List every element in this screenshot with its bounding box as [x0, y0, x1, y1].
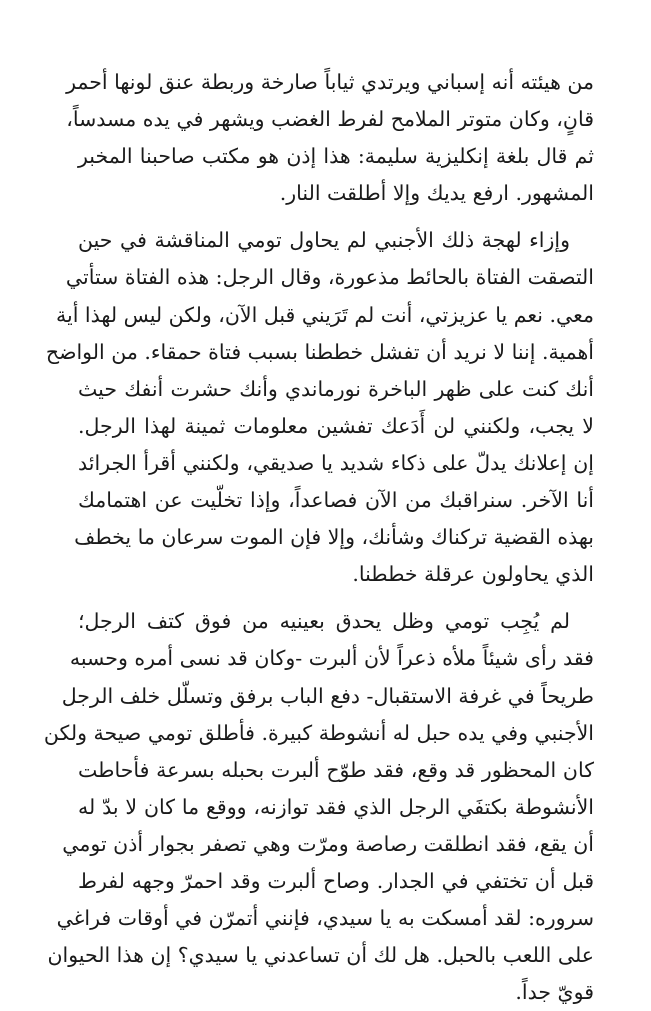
paragraph-3: [43, 603, 594, 1011]
text-line: قويّ جداً.: [515, 980, 594, 1005]
paragraph-2: [45, 222, 594, 593]
text-line: أنا الآخر. سنراقبك من الآن فصاعداً، وإذا تخلّيت عن اهتمامك: [78, 488, 594, 513]
text-line: أن يقع، فقد انطلقت رصاصة ومرّت وهي تصفر بجوار أذن تومي: [62, 831, 594, 856]
text-line: ثم قال بلغة إنكليزية سليمة: هذا إذن هو مكتب صاحبنا المخبر: [78, 144, 594, 169]
text-line: وإزاء لهجة ذلك الأجنبي لم يحاول تومي المناقشة في حين: [78, 228, 570, 253]
text-line: المشهور. ارفع يديك وإلا أطلقت النار.: [279, 181, 594, 206]
text-line: قبل أن تختفي في الجدار. وصاح ألبرت وقد احمرّ وجهه لفرط: [78, 868, 594, 893]
text-line: إن إعلانك يدلّ على ذكاء شديد يا صديقي، ولكنني أقرأ الجرائد: [78, 450, 594, 475]
book-page: [43, 64, 594, 1011]
text-line: كان المحظور قد وقع، فقد طوّح ألبرت بحبله بسرعة فأحاطت: [78, 757, 594, 782]
text-line: من هيئته أنه إسباني ويرتدي ثياباً صارخة وربطة عنق لونها أحمر: [66, 70, 594, 94]
text-line: على اللعب بالحبل. هل لك أن تساعدني يا سيدي؟ إن هذا الحيوان: [47, 943, 594, 968]
text-line: سروره: لقد أمسكت به يا سيدي، فإنني أتمرّن في أوقات فراغي: [56, 906, 594, 931]
text-line: الأجنبي وفي يده حبل له أنشوطة كبيرة. فأطلق تومي صيحة ولكن: [43, 720, 594, 745]
text-line: معي. نعم يا عزيزتي، أنت لم تَرَيني قبل الآن، ولكن ليس لهذا أية: [56, 302, 594, 327]
text-line: أنك كنت على ظهر الباخرة نورماندي وأنك حشرت أنفك حيث: [78, 376, 594, 401]
text-line: الذي يحاولون عرقلة خططنا.: [352, 562, 594, 587]
text-line: قانٍ، وكان متوتر الملامح لفرط الغضب ويشهر في يده مسدساً،: [66, 107, 594, 132]
text-line: بهذه القضية تركناك وشأنك، وإلا فإن الموت سرعان ما يخطف: [74, 525, 594, 550]
text-line: فقد رأى شيئاً ملأه ذعراً لأن ألبرت -وكان قد نسى أمره وحسبه: [69, 646, 594, 671]
text-line: أهمية. إننا لا نريد أن تفشل خططنا بسبب فتاة حمقاء. من الواضح: [45, 339, 594, 364]
text-line: الأنشوطة بكتفَي الرجل الذي فقد توازنه، ووقع ما كان لا بدّ له: [78, 794, 594, 819]
text-line: لا يجب، ولكنني لن أَدَعك تفشين معلومات ثمينة لهذا الرجل.: [78, 413, 594, 438]
paragraph-gap: [78, 212, 594, 222]
text-line: التصقت الفتاة بالحائط مذعورة، وقال الرجل: هذه الفتاة ستأتي: [65, 265, 594, 290]
paragraph-1: [66, 64, 594, 212]
text-line: طريحاً في غرفة الاستقبال- دفع الباب برفق وتسلّل خلف الرجل: [61, 683, 594, 708]
text-line: لم يُجِب تومي وظل يحدق بعينيه من فوق كتف الرجل؛: [78, 609, 570, 634]
paragraph-gap: [78, 593, 594, 603]
